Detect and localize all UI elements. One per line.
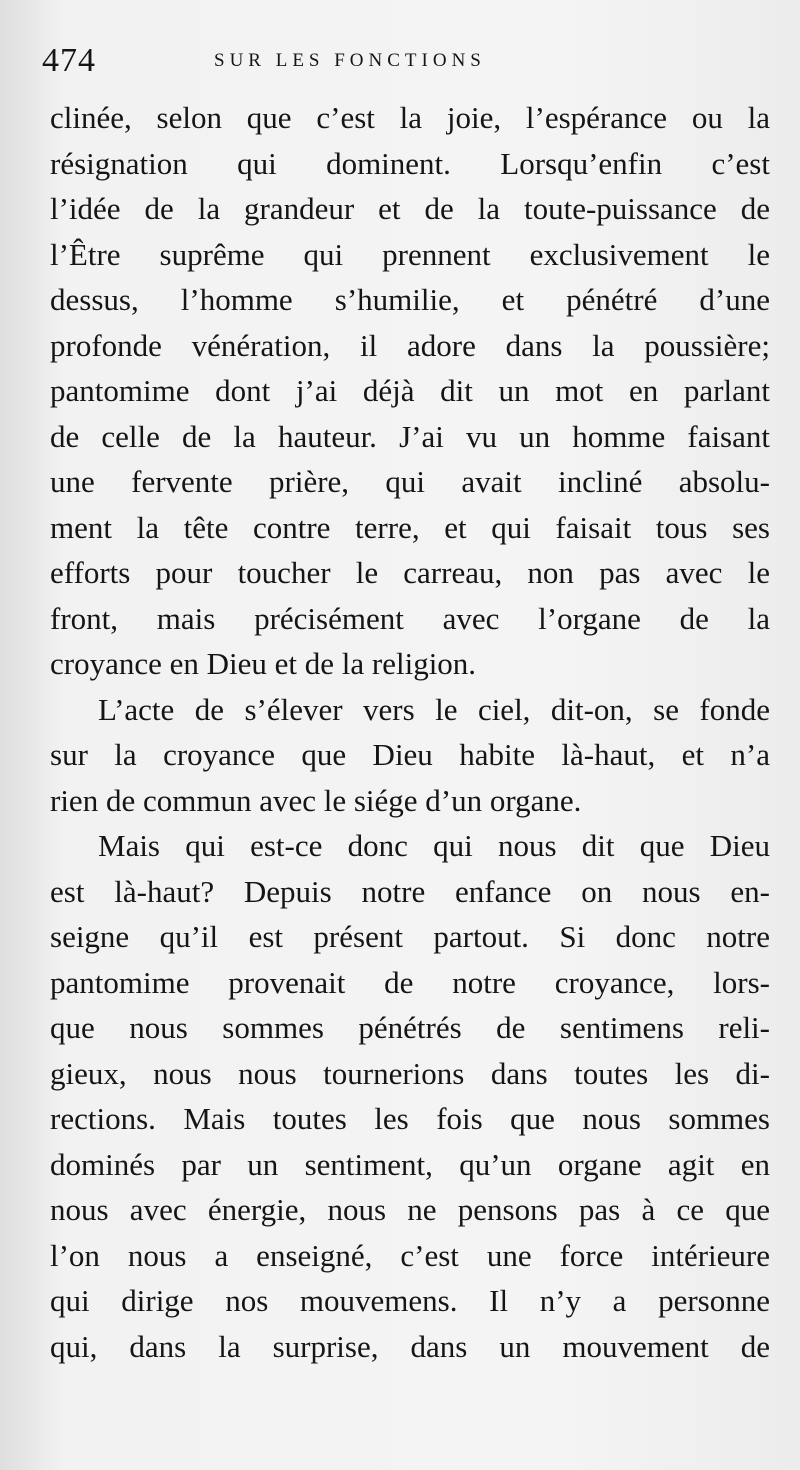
text-line: qui dirige nos mouvemens. Il n’y a personne [50,1283,770,1318]
page-number: 474 [42,42,96,79]
text-line: nous avec énergie, nous ne pensons pas à ce que [50,1192,770,1227]
text-line: rections. Mais toutes les fois que nous sommes [50,1101,770,1136]
text-line: l’Être suprême qui prennent exclusivement le [50,236,770,272]
text-line: dessus, l’homme s’humilie, et pénétré d’une [50,282,770,317]
text-line: une fervente prière, qui avait incliné absolu- [50,464,770,499]
page-header [0,38,800,98]
text-line: ment la tête contre terre, et qui faisait tous ses [50,509,770,545]
text-line: de celle de la hauteur. J’ai vu un homme faisant [50,418,770,454]
text-line: qui, dans la surprise, dans un mouvement de [50,1328,770,1364]
text-line: L’acte de s’élever vers le ciel, dit-on, se fonde [98,691,770,727]
text-line: résignation qui dominent. Lorsqu’enfin c’est [50,145,770,181]
text-line: gieux, nous nous tournerions dans toutes les di- [50,1055,770,1091]
text-line: dominés par un sentiment, qu’un organe agit en [50,1146,770,1182]
text-line: est là-haut? Depuis notre enfance on nous en- [50,873,770,909]
text-line: pantomime provenait de notre croyance, lors- [50,964,770,1000]
text-line: Mais qui est-ce donc qui nous dit que Dieu [98,828,770,863]
text-line: profonde vénération, il adore dans la poussière; [50,327,770,363]
text-line: que nous sommes pénétrés de sentimens reli- [50,1010,770,1045]
text-line: rien de commun avec le siége d’un organe. [50,782,582,818]
text-line: seigne qu’il est présent partout. Si donc notre [50,919,770,954]
text-line: efforts pour toucher le carreau, non pas avec le [50,555,770,590]
text-line: clinée, selon que c’est la joie, l’espérance ou la [50,100,770,135]
text-line: pantomime dont j’ai déjà dit un mot en parlant [50,373,770,408]
text-line: front, mais précisément avec l’organe de la [50,600,770,636]
running-head: SUR LES FONCTIONS [214,50,486,71]
text-line: croyance en Dieu et de la religion. [50,646,477,681]
text-line: l’idée de la grandeur et de la toute-puissance de [50,191,770,226]
text-line: l’on nous a enseigné, c’est une force intérieure [50,1237,770,1273]
text-line: sur la croyance que Dieu habite là-haut, et n’a [50,737,770,772]
body-text [50,95,770,1369]
